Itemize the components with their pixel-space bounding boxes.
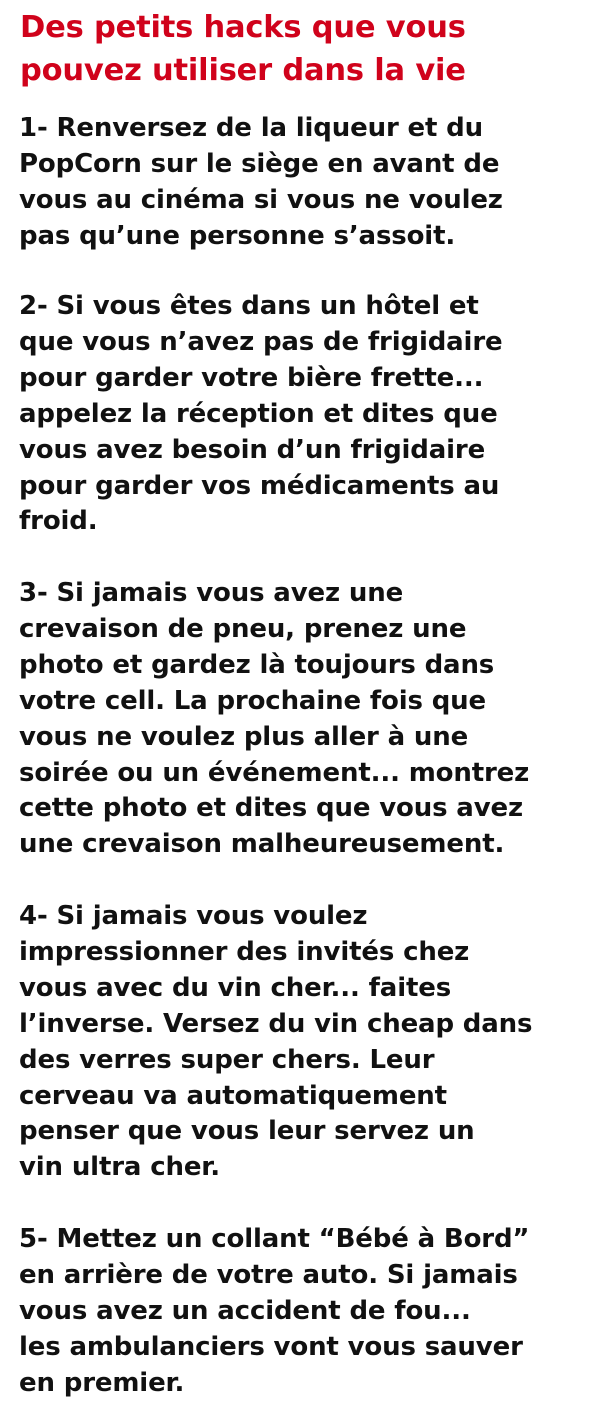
hack-item-4 (19, 899, 597, 1186)
hack-line: vous avec du vin cher... faites (19, 972, 452, 1003)
hack-line: une crevaison malheureusement. (19, 829, 505, 860)
hack-line: 5- Mettez un collant “Bébé à Bord” (19, 1224, 530, 1254)
hack-item-2 (19, 289, 597, 540)
hack-line: impressionner des invités chez (19, 936, 470, 967)
hack-line: les ambulanciers vont vous sauver (19, 1331, 523, 1362)
hack-line: vin ultra cher. (19, 1152, 220, 1183)
hack-line: des verres super chers. Leur (19, 1044, 435, 1075)
hack-line: photo et gardez là toujours dans (19, 649, 495, 680)
hack-line: votre cell. La prochaine fois que (19, 685, 486, 716)
hack-item-3 (19, 576, 597, 863)
hack-line: cette photo et dites que vous avez (19, 793, 523, 824)
hack-item-1 (19, 111, 597, 255)
hack-line: pour garder vos médicaments au (19, 470, 500, 501)
hack-line: penser que vous leur servez un (19, 1116, 475, 1147)
hack-line: cerveau va automatiquement (19, 1080, 447, 1111)
hack-line: soirée ou un événement... montrez (19, 757, 530, 788)
hack-line: crevaison de pneu, prenez une (19, 613, 467, 644)
hack-line: vous avez un accident de fou... (19, 1295, 471, 1326)
hack-line: que vous n’avez pas de frigidaire (19, 326, 503, 357)
title-line: Des petits hacks que vous (20, 10, 466, 45)
title-line: pouvez utiliser dans la vie (20, 53, 466, 88)
hack-line: froid. (19, 506, 98, 537)
hack-line: en arrière de votre auto. Si jamais (19, 1259, 518, 1290)
hack-line: pour garder votre bière frette... (19, 362, 484, 393)
page-title (20, 6, 595, 92)
hack-line: 4- Si jamais vous voulez (19, 901, 368, 931)
hack-line: appelez la réception et dites que (19, 398, 498, 429)
hack-line: 1- Renversez de la liqueur et du (19, 113, 483, 143)
hack-item-5 (19, 1222, 597, 1402)
hack-line: 2- Si vous êtes dans un hôtel et (19, 291, 479, 321)
hack-line: en premier. (19, 1367, 185, 1398)
hack-line: 3- Si jamais vous avez une (19, 578, 404, 608)
hack-line: PopCorn sur le siège en avant de (19, 148, 500, 179)
hack-line: vous ne voulez plus aller à une (19, 721, 469, 752)
hack-line: pas qu’une personne s’assoit. (19, 220, 456, 251)
hack-line: l’inverse. Versez du vin cheap dans (19, 1008, 533, 1039)
hack-line: vous avez besoin d’un frigidaire (19, 434, 486, 465)
hack-line: vous au cinéma si vous ne voulez (19, 184, 503, 215)
